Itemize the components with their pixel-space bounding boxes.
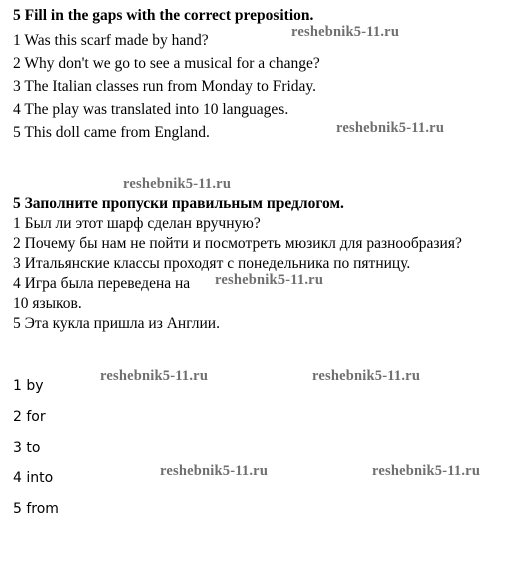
english-item-3: 3 The Italian classes run from Monday to Friday. <box>13 78 317 95</box>
russian-item-2: 2 Почему бы нам не пойти и посмотреть мюзикл для разнообразия? <box>13 235 462 252</box>
english-item-2: 2 Why don't we go to see a musical for a change? <box>13 55 320 72</box>
answer-3: 3 to <box>13 440 41 456</box>
russian-item-4-continued: 10 языков. <box>13 295 82 312</box>
english-item-4: 4 The play was translated into 10 languages. <box>13 101 289 118</box>
watermark: reshebnik5-11.ru <box>372 463 481 479</box>
english-item-1: 1 Was this scarf made by hand? <box>13 32 209 49</box>
watermark: reshebnik5-11.ru <box>291 24 400 40</box>
watermark: reshebnik5-11.ru <box>123 176 232 192</box>
english-item-5: 5 This doll came from England. <box>13 124 210 141</box>
watermark: reshebnik5-11.ru <box>336 120 445 136</box>
watermark: reshebnik5-11.ru <box>215 272 324 288</box>
watermark: reshebnik5-11.ru <box>100 368 209 384</box>
watermark: reshebnik5-11.ru <box>160 463 269 479</box>
russian-item-3: 3 Итальянские классы проходят с понедельника по пятницу. <box>13 255 411 272</box>
russian-title: 5 Заполните пропуски правильным предлогом. <box>13 195 344 212</box>
russian-item-1: 1 Был ли этот шарф сделан вручную? <box>13 215 261 232</box>
watermark: reshebnik5-11.ru <box>312 368 421 384</box>
answer-4: 4 into <box>13 470 54 486</box>
answer-2: 2 for <box>13 409 46 425</box>
answer-1: 1 by <box>13 378 44 394</box>
russian-item-4: 4 Игра была переведена на <box>13 275 191 292</box>
answer-5: 5 from <box>13 501 59 517</box>
english-title: 5 Fill in the gaps with the correct preposition. <box>13 7 314 24</box>
russian-item-5: 5 Эта кукла пришла из Англии. <box>13 315 220 332</box>
